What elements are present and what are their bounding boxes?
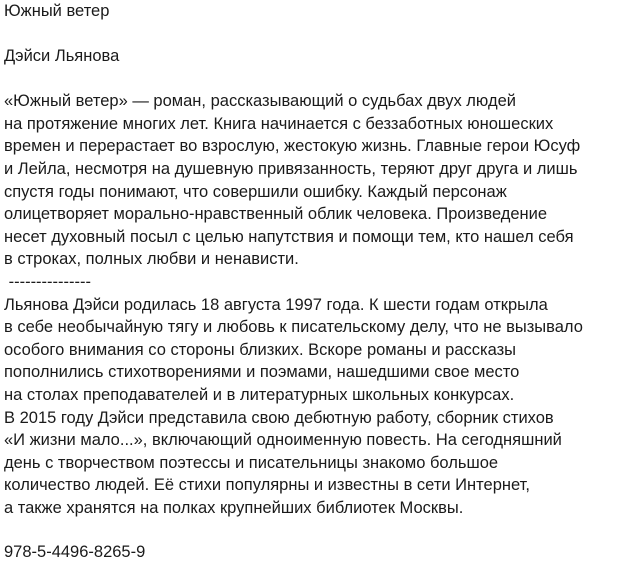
document-page (4, 0, 628, 564)
bio-line: «И жизни мало...», включающий одноименную повесть. На сегодняшний (4, 431, 562, 450)
bio-line: количество людей. Её стихи популярны и известны в сети Интернет, (4, 476, 530, 495)
description-line: спустя годы понимают, что совершили ошибку. Каждый персонаж (4, 182, 507, 201)
section-separator: --------------- (4, 272, 92, 291)
isbn: 978-5-4496-8265-9 (4, 543, 146, 562)
bio-line: на столах преподавателей и в литературных школьных конкурсах. (4, 385, 515, 404)
bio-line: Льянова Дэйси родилась 18 августа 1997 года. К шести годам открыла (4, 295, 548, 314)
description-line: на протяжение многих лет. Книга начинается с беззаботных юношеских (4, 114, 554, 133)
author-biography (4, 294, 628, 520)
book-title: Южный ветер (4, 2, 110, 20)
description-line: олицетворяет морально-нравственный облик человека. Произведение (4, 205, 548, 224)
bio-line: в себе необычайную тягу и любовь к писательскому делу, что не вызывало (4, 318, 583, 337)
bio-line: пополнились стихотворениями и поэмами, нашедшими свое место (4, 363, 520, 382)
description-line: несет духовный посыл с целью напутствия и помощи тем, кто нашел себя (4, 227, 574, 246)
description-line: и Лейла, несмотря на душевную привязанность, теряют друг друга и лишь (4, 159, 578, 178)
bio-line: особого внимания со стороны близких. Вскоре романы и рассказы (4, 340, 517, 359)
bio-line: день с творчеством поэтессы и писательницы знакомо большое (4, 453, 499, 472)
description-line: времен и перерастает во взрослую, жестокую жизнь. Главные герои Юсуф (4, 137, 581, 156)
bio-line: а также хранятся на полках крупнейших библиотек Москвы. (4, 498, 464, 517)
book-description (4, 90, 628, 271)
bio-line: В 2015 году Дэйси представила свою дебютную работу, сборник стихов (4, 408, 554, 427)
description-line: в строках, полных любви и ненависти. (4, 250, 299, 269)
description-line: «Южный ветер» — роман, рассказывающий о судьбах двух людей (4, 92, 516, 111)
book-author: Дэйси Льянова (4, 46, 120, 65)
